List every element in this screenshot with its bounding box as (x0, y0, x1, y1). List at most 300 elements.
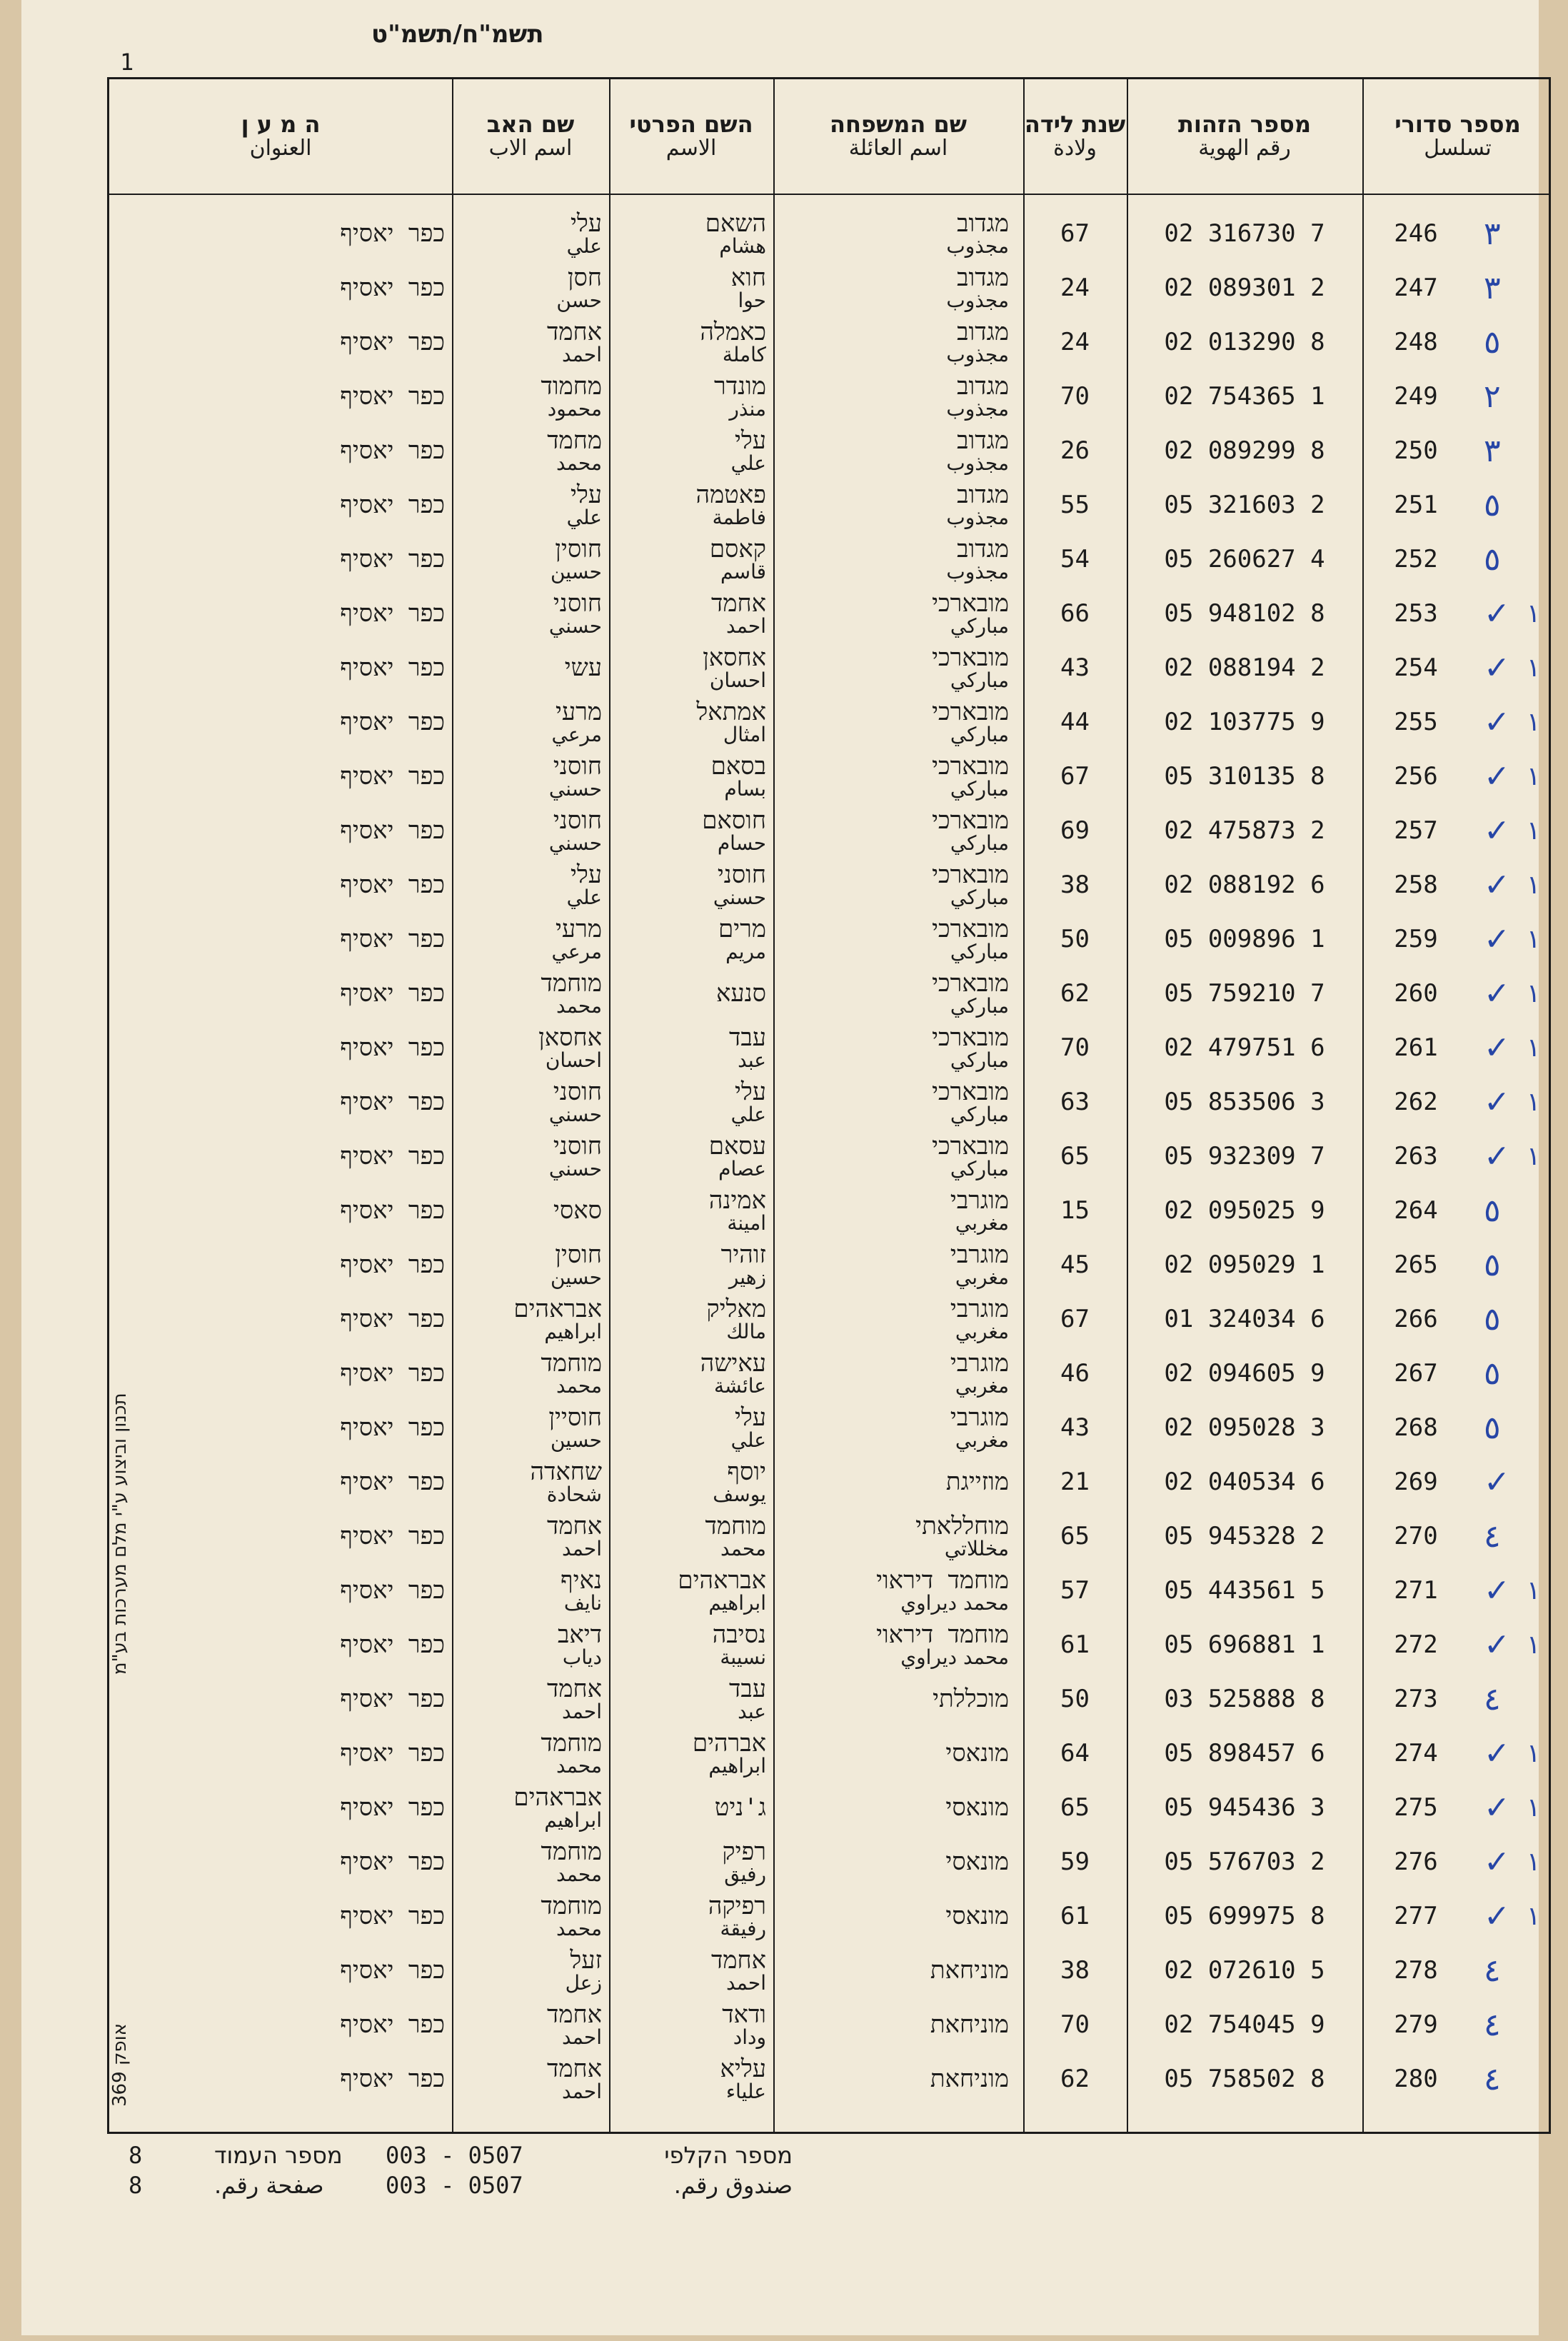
father-name-cell (459, 1455, 602, 1509)
table-row (109, 1563, 1553, 1618)
handwritten-mark: ٥ (1484, 486, 1501, 523)
id-number: 05 009896 1 (1164, 925, 1325, 953)
handwritten-mark-secondary: ١ (1527, 598, 1541, 628)
family-name-cell (780, 1835, 1009, 1889)
table-row (109, 1726, 1553, 1780)
father-name-cell (459, 478, 602, 532)
father-name-ar: ابراهيم (544, 1808, 602, 1832)
address-cell (116, 1292, 445, 1346)
handwritten-mark: ✓ (1484, 1626, 1510, 1663)
address-cell (116, 423, 445, 478)
family-name-cell (780, 1346, 1009, 1400)
father-name-he: חוסין (555, 535, 602, 563)
handwritten-mark: ٤ (1484, 2060, 1501, 2097)
handwritten-mark: ✓ (1484, 812, 1510, 849)
address-cell (116, 1835, 445, 1889)
id-number: 05 948102 8 (1164, 599, 1325, 628)
table-row (109, 206, 1553, 261)
family-name-he: מוגרבי (950, 1186, 1009, 1215)
father-name-ar: احمد (562, 343, 602, 366)
father-name-ar: محمد (556, 1754, 602, 1778)
father-name-cell (459, 261, 602, 315)
footer-line-1 (129, 2141, 1528, 2170)
handwritten-mark: ✓ (1484, 921, 1510, 958)
birth-year: 61 (1060, 1902, 1090, 1930)
family-name-ar: مخللاتي (944, 1537, 1009, 1560)
birth-year: 44 (1060, 708, 1090, 736)
birth-year: 67 (1060, 219, 1090, 248)
address-cell (116, 315, 445, 369)
father-name-ar: ابراهيم (544, 1320, 602, 1343)
table-row (109, 912, 1553, 966)
address: כפר יאסיף (340, 1359, 445, 1388)
father-name-ar: علي (566, 506, 602, 529)
first-name-ar: كاملة (722, 343, 766, 366)
family-name-he: מונאסי (945, 1902, 1009, 1930)
header-address-ar: العنوان (249, 136, 312, 161)
family-name-he: מוניחאת (930, 2010, 1009, 2039)
birth-year: 45 (1060, 1250, 1090, 1279)
father-name-he: עלי (570, 861, 602, 889)
handwritten-mark-secondary: ١ (1527, 1847, 1541, 1877)
first-name-ar: حوا (738, 289, 766, 312)
handwritten-mark-secondary: ١ (1527, 1033, 1541, 1063)
first-name-cell (616, 695, 766, 749)
birth-year: 59 (1060, 1848, 1090, 1876)
father-name-cell (459, 1835, 602, 1889)
father-name-he: חוסני (553, 806, 602, 835)
first-name-cell (616, 966, 766, 1021)
family-name-ar: مباركي (950, 777, 1009, 801)
table-row (109, 695, 1553, 749)
header-birth-year (1023, 79, 1127, 194)
address: כפר יאסיף (340, 1902, 445, 1930)
family-name-ar: مغربي (955, 1265, 1009, 1289)
birth-year: 70 (1060, 2010, 1090, 2039)
father-name-cell (459, 966, 602, 1021)
table-row (109, 1780, 1553, 1835)
id-number: 05 758502 8 (1164, 2065, 1325, 2093)
father-name-ar: محمد (556, 994, 602, 1018)
serial-number: 272 (1394, 1630, 1438, 1659)
handwritten-mark: ✓ (1484, 649, 1510, 686)
family-name-ar: مغربي (955, 1428, 1009, 1452)
table-row (109, 1400, 1553, 1455)
father-name-he: עשי (564, 653, 602, 682)
family-name-cell (780, 1292, 1009, 1346)
first-name-cell (616, 858, 766, 912)
id-number: 02 754045 9 (1164, 2010, 1325, 2039)
father-name-ar: علي (566, 234, 602, 258)
family-name-cell (780, 1129, 1009, 1183)
first-name-he: חוסאם (702, 806, 766, 835)
first-name-cell (616, 1183, 766, 1238)
first-name-cell (616, 369, 766, 423)
father-name-ar: مرعي (551, 940, 602, 963)
header-serial-ar: تسلسل (1424, 136, 1492, 161)
handwritten-mark: ٥ (1484, 1409, 1501, 1446)
father-name-ar: شحادة (546, 1483, 602, 1506)
address: כפר יאסיף (340, 708, 445, 736)
serial-number: 275 (1394, 1793, 1438, 1822)
family-name-he: מובארכי (932, 752, 1009, 781)
address-cell (116, 1509, 445, 1563)
handwritten-mark-secondary: ١ (1527, 1793, 1541, 1823)
first-name-cell (616, 206, 766, 261)
first-name-he: נסיבה (712, 1620, 766, 1649)
family-name-cell (780, 1943, 1009, 1997)
first-name-he: בסאם (710, 752, 766, 781)
table-row (109, 1238, 1553, 1292)
address: כפר יאסיף (340, 762, 445, 791)
father-name-cell (459, 586, 602, 641)
birth-year: 24 (1060, 328, 1090, 356)
serial-number: 264 (1394, 1196, 1438, 1225)
first-name-cell (616, 478, 766, 532)
father-name-cell (459, 1129, 602, 1183)
id-number: 05 699975 8 (1164, 1902, 1325, 1930)
family-name-ar: محمد ديراوي (900, 1591, 1009, 1615)
father-name-he: חוסני (553, 589, 602, 618)
father-name-ar: مرعي (551, 723, 602, 746)
table-row (109, 586, 1553, 641)
voter-table (107, 77, 1551, 2134)
address-cell (116, 803, 445, 858)
serial-number: 259 (1394, 925, 1438, 953)
table-row (109, 369, 1553, 423)
family-name-ar: مباركي (950, 831, 1009, 855)
id-number: 05 696881 1 (1164, 1630, 1325, 1659)
father-name-cell (459, 532, 602, 586)
header-first-name (609, 79, 773, 194)
id-number: 02 013290 8 (1164, 328, 1325, 356)
father-name-ar: احمد (562, 2025, 602, 2049)
family-name-cell (780, 532, 1009, 586)
first-name-ar: علي (730, 1428, 766, 1452)
first-name-ar: زهير (728, 1265, 766, 1289)
id-number: 05 945436 3 (1164, 1793, 1325, 1822)
table-row (109, 1509, 1553, 1563)
father-name-cell (459, 1618, 602, 1672)
family-name-ar: مباركي (950, 1103, 1009, 1126)
father-name-ar: احمد (562, 1700, 602, 1723)
first-name-cell (616, 1889, 766, 1943)
father-name-cell (459, 858, 602, 912)
address-cell (116, 261, 445, 315)
first-name-cell (616, 1726, 766, 1780)
ballot-box-label-ar: صندوق رقم. (673, 2172, 793, 2199)
birth-year: 50 (1060, 925, 1090, 953)
handwritten-mark: ✓ (1484, 1898, 1510, 1935)
father-name-he: אחמד (546, 318, 602, 346)
header-id-he: מספר הזהות (1178, 111, 1311, 138)
first-name-ar: علياء (725, 2080, 766, 2103)
first-name-cell (616, 423, 766, 478)
first-name-cell (616, 1238, 766, 1292)
serial-number: 256 (1394, 762, 1438, 791)
family-name-he: מגדוב (957, 535, 1009, 563)
handwritten-mark: ٤ (1484, 1518, 1501, 1555)
header-serial-he: מספר סדורי (1394, 111, 1521, 138)
first-name-he: מרים (718, 915, 766, 943)
serial-number: 267 (1394, 1359, 1438, 1388)
father-name-cell (459, 1726, 602, 1780)
serial-number: 246 (1394, 219, 1438, 248)
id-number: 05 321603 2 (1164, 491, 1325, 519)
handwritten-mark: ✓ (1484, 758, 1510, 795)
serial-number: 250 (1394, 436, 1438, 465)
first-name-he: אחמד (710, 589, 766, 618)
family-name-he: מוגרבי (950, 1295, 1009, 1323)
address: כפר יאסיף (340, 653, 445, 682)
family-name-he: מגדוב (957, 209, 1009, 238)
handwritten-mark: ✓ (1484, 975, 1510, 1012)
family-name-he: מובארכי (932, 643, 1009, 672)
page-number-value-ar: 8 (129, 2172, 143, 2199)
address: כפר יאסיף (340, 219, 445, 248)
handwritten-mark: ٥ (1484, 1300, 1501, 1338)
family-name-cell (780, 749, 1009, 803)
father-name-ar: زعل (565, 1971, 602, 1995)
father-name-ar: دياب (562, 1645, 602, 1669)
id-number: 02 479751 6 (1164, 1033, 1325, 1062)
address-cell (116, 641, 445, 695)
family-name-he: מוניחאת (930, 1956, 1009, 1985)
first-name-he: אמתאל (696, 698, 766, 726)
address-cell (116, 532, 445, 586)
family-name-cell (780, 1183, 1009, 1238)
handwritten-mark: ٥ (1484, 1355, 1501, 1392)
handwritten-mark: ٤ (1484, 2006, 1501, 2043)
header-serial (1362, 79, 1553, 194)
father-name-he: נאיף (561, 1566, 602, 1595)
table-row (109, 1997, 1553, 2052)
address-cell (116, 1672, 445, 1726)
family-name-cell (780, 803, 1009, 858)
family-name-he: מוחמד דיראוי (876, 1620, 1009, 1649)
family-name-ar: مجذوب (946, 506, 1009, 529)
address: כפר יאסיף (340, 1142, 445, 1170)
father-name-he: מוחמד (541, 1729, 602, 1758)
address-cell (116, 1129, 445, 1183)
header-id-ar: رقم الهوية (1198, 136, 1291, 161)
address: כפר יאסיף (340, 1468, 445, 1496)
father-name-he: מוחמד (541, 1838, 602, 1866)
document-title: תשמ"ח/תשמ"ט (371, 20, 544, 49)
birth-year: 65 (1060, 1522, 1090, 1550)
first-name-ar: فاطمة (712, 506, 766, 529)
father-name-he: אבראהים (513, 1295, 602, 1323)
family-name-cell (780, 1672, 1009, 1726)
document-page (21, 0, 1539, 2335)
birth-year: 55 (1060, 491, 1090, 519)
first-name-he: עבד (729, 1675, 766, 1703)
header-address-he: ה מ ע ן (241, 111, 321, 138)
father-name-cell (459, 2052, 602, 2106)
handwritten-mark: ✓ (1484, 1463, 1510, 1500)
family-name-he: מוגרבי (950, 1349, 1009, 1378)
family-name-he: מונאסי (945, 1848, 1009, 1876)
handwritten-mark: ✓ (1484, 1029, 1510, 1066)
first-name-ar: قاسم (720, 560, 766, 583)
first-name-ar: منذر (729, 397, 766, 421)
table-row (109, 478, 1553, 532)
table-row (109, 1292, 1553, 1346)
father-name-he: חסן (567, 264, 602, 292)
first-name-he: סנעא (715, 979, 766, 1008)
handwritten-mark: ✓ (1484, 1789, 1510, 1826)
ballot-box-label: מספר הקלפי (664, 2142, 793, 2169)
birth-year: 57 (1060, 1576, 1090, 1605)
father-name-ar: احسان (545, 1048, 602, 1072)
handwritten-mark-secondary: ١ (1527, 870, 1541, 900)
address-cell (116, 586, 445, 641)
address-cell (116, 912, 445, 966)
father-name-ar: محمد (556, 1917, 602, 1940)
id-number: 01 324034 6 (1164, 1305, 1325, 1333)
address-cell (116, 1238, 445, 1292)
id-number: 05 759210 7 (1164, 979, 1325, 1008)
first-name-ar: مريم (725, 940, 766, 963)
father-name-he: שחאדה (530, 1458, 602, 1486)
birth-year: 43 (1060, 1413, 1090, 1442)
family-name-cell (780, 966, 1009, 1021)
address: כפר יאסיף (340, 599, 445, 628)
father-name-ar: محمد (556, 451, 602, 475)
father-name-ar: نايف (563, 1591, 602, 1615)
first-name-ar: عبد (738, 1700, 766, 1723)
first-name-he: חוא (730, 264, 766, 292)
family-name-ar: مباركي (950, 614, 1009, 638)
family-name-he: מוגרבי (950, 1240, 1009, 1269)
first-name-ar: احمد (726, 1971, 766, 1995)
family-name-cell (780, 1563, 1009, 1618)
address: כפר יאסיף (340, 979, 445, 1008)
father-name-ar: حسني (548, 614, 602, 638)
birth-year: 67 (1060, 762, 1090, 791)
father-name-he: אחמד (546, 2055, 602, 2083)
first-name-ar: يوسف (713, 1483, 766, 1506)
serial-number: 258 (1394, 871, 1438, 899)
handwritten-mark-secondary: ١ (1527, 707, 1541, 737)
serial-number: 249 (1394, 382, 1438, 411)
table-row (109, 858, 1553, 912)
first-name-he: חוסני (717, 861, 766, 889)
first-name-ar: احسان (709, 668, 766, 692)
serial-number: 247 (1394, 274, 1438, 302)
family-name-cell (780, 315, 1009, 369)
handwritten-mark-secondary: ١ (1527, 1087, 1541, 1117)
table-row (109, 749, 1553, 803)
father-name-he: אחמד (546, 1512, 602, 1540)
first-name-cell (616, 749, 766, 803)
id-number: 02 095025 9 (1164, 1196, 1325, 1225)
father-name-he: מרעי (555, 698, 602, 726)
first-name-he: יוסף (727, 1458, 766, 1486)
father-name-ar: حسين (550, 1428, 602, 1452)
father-name-cell (459, 423, 602, 478)
father-name-cell (459, 1997, 602, 2052)
id-number: 02 089299 8 (1164, 436, 1325, 465)
family-name-ar: مباركي (950, 1048, 1009, 1072)
family-name-he: מובארכי (932, 1023, 1009, 1052)
first-name-he: מוחמד (705, 1512, 766, 1540)
serial-number: 274 (1394, 1739, 1438, 1768)
id-number: 02 088192 6 (1164, 871, 1325, 899)
address-cell (116, 1075, 445, 1129)
serial-number: 277 (1394, 1902, 1438, 1930)
father-name-he: מוחמד (541, 1349, 602, 1378)
father-name-cell (459, 1183, 602, 1238)
handwritten-mark-secondary: ١ (1527, 1575, 1541, 1605)
handwritten-mark-secondary: ١ (1527, 978, 1541, 1008)
serial-number: 279 (1394, 2010, 1438, 2039)
table-row (109, 1455, 1553, 1509)
father-name-ar: محمد (556, 1863, 602, 1886)
id-number: 02 089301 2 (1164, 274, 1325, 302)
family-name-he: מוחמד דיראוי (876, 1566, 1009, 1595)
family-name-cell (780, 695, 1009, 749)
first-name-ar: عبد (738, 1048, 766, 1072)
family-name-cell (780, 1075, 1009, 1129)
address: כפר יאסיף (340, 545, 445, 573)
table-row (109, 641, 1553, 695)
father-name-ar: احمد (562, 2080, 602, 2103)
father-name-cell (459, 1075, 602, 1129)
first-name-he: עבד (729, 1023, 766, 1052)
header-family-ar: اسم العائلة (848, 136, 948, 161)
handwritten-mark-secondary: ١ (1527, 924, 1541, 954)
father-name-he: חוסין (555, 1240, 602, 1269)
birth-year: 26 (1060, 436, 1090, 465)
birth-year: 50 (1060, 1685, 1090, 1713)
family-name-he: מגדוב (957, 426, 1009, 455)
table-row (109, 1346, 1553, 1400)
table-row (109, 1129, 1553, 1183)
table-row (109, 532, 1553, 586)
handwritten-mark: ✓ (1484, 1735, 1510, 1772)
first-name-cell (616, 1400, 766, 1455)
first-name-he: אחמד (710, 1946, 766, 1975)
address: כפר יאסיף (340, 1848, 445, 1876)
address: כפר יאסיף (340, 1793, 445, 1822)
first-name-he: עלי (734, 426, 766, 455)
father-name-he: עלי (570, 209, 602, 238)
first-name-ar: حسني (713, 886, 766, 909)
first-name-cell (616, 2052, 766, 2106)
first-name-ar: عصام (718, 1157, 766, 1180)
father-name-he: אחסאן (538, 1023, 602, 1052)
address-cell (116, 1780, 445, 1835)
id-number: 02 475873 2 (1164, 816, 1325, 845)
table-row (109, 966, 1553, 1021)
family-name-he: מובארכי (932, 915, 1009, 943)
father-name-he: מוחמד (541, 1892, 602, 1920)
handwritten-mark: ٥ (1484, 1192, 1501, 1229)
first-name-he: פאטמה (695, 481, 766, 509)
first-name-cell (616, 261, 766, 315)
handwritten-mark: ٢ (1484, 378, 1501, 415)
first-name-cell (616, 912, 766, 966)
father-name-cell (459, 1672, 602, 1726)
family-name-cell (780, 1780, 1009, 1835)
first-name-he: עאישה (700, 1349, 766, 1378)
first-name-cell (616, 1563, 766, 1618)
address-cell (116, 1455, 445, 1509)
address: כפר יאסיף (340, 1196, 445, 1225)
father-name-ar: محمد (556, 1374, 602, 1398)
father-name-ar: محمود (547, 397, 602, 421)
